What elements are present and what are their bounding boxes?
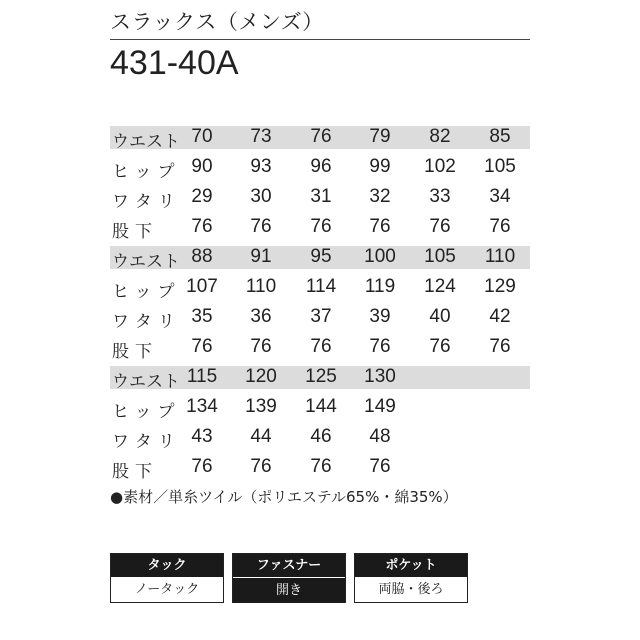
size-value: 91 <box>250 246 272 267</box>
size-value: 32 <box>369 186 391 207</box>
row-label: ワタリ <box>112 432 181 452</box>
size-value: 90 <box>191 156 213 177</box>
material-note: ●素材／単糸ツイル（ポリエステル65%・綿35%） <box>110 488 458 506</box>
size-row <box>110 186 530 216</box>
size-value: 76 <box>369 456 391 477</box>
size-value: 107 <box>186 276 218 297</box>
size-value: 124 <box>424 276 456 297</box>
size-value: 76 <box>429 216 451 237</box>
size-value: 33 <box>429 186 451 207</box>
size-row <box>110 216 530 246</box>
size-row <box>110 426 530 456</box>
size-value: 105 <box>424 246 456 267</box>
size-value: 120 <box>245 366 277 387</box>
size-value: 105 <box>484 156 516 177</box>
size-value: 34 <box>489 186 511 207</box>
size-value: 79 <box>369 126 391 147</box>
row-label: ヒップ <box>112 162 181 182</box>
size-value: 115 <box>186 366 218 387</box>
size-row <box>110 276 530 306</box>
size-value: 129 <box>484 276 516 297</box>
size-value: 119 <box>364 276 396 297</box>
size-value: 76 <box>250 456 272 477</box>
size-value: 95 <box>310 246 332 267</box>
size-value: 76 <box>250 216 272 237</box>
size-value: 76 <box>191 336 213 357</box>
spec-box <box>232 553 346 603</box>
size-value: 42 <box>489 306 511 327</box>
spec-box <box>354 553 468 603</box>
size-value: 76 <box>310 216 332 237</box>
size-value: 82 <box>429 126 451 147</box>
title-divider <box>110 39 530 40</box>
size-value: 93 <box>250 156 272 177</box>
size-row <box>110 246 530 276</box>
size-value: 76 <box>191 216 213 237</box>
spec-value: 開き <box>233 577 345 603</box>
size-value: 76 <box>489 336 511 357</box>
row-label: ウエスト <box>112 252 180 272</box>
size-row <box>110 126 530 156</box>
product-code: 431-40A <box>110 44 239 82</box>
size-value: 31 <box>310 186 332 207</box>
size-value: 29 <box>191 186 213 207</box>
size-value: 134 <box>186 396 218 417</box>
row-label: ヒップ <box>112 282 181 302</box>
size-value: 73 <box>250 126 272 147</box>
size-value: 76 <box>250 336 272 357</box>
size-value: 39 <box>369 306 391 327</box>
spec-value: 両脇・後ろ <box>378 582 444 597</box>
size-value: 76 <box>191 456 213 477</box>
size-value: 85 <box>489 126 511 147</box>
row-label: ウエスト <box>112 132 180 152</box>
size-row <box>110 396 530 426</box>
size-value: 40 <box>429 306 451 327</box>
size-table-1 <box>110 126 530 246</box>
row-label: ワタリ <box>112 192 181 212</box>
size-value: 36 <box>250 306 272 327</box>
row-label: ウエスト <box>112 372 180 392</box>
size-value: 130 <box>364 366 396 387</box>
size-row <box>110 366 530 396</box>
size-value: 30 <box>250 186 272 207</box>
spec-box <box>110 553 224 603</box>
size-value: 76 <box>310 336 332 357</box>
spec-header: ファスナー <box>233 554 345 577</box>
size-value: 100 <box>364 246 396 267</box>
size-value: 76 <box>489 216 511 237</box>
size-value: 110 <box>245 276 277 297</box>
size-row <box>110 156 530 186</box>
page-title: スラックス（メンズ） <box>110 10 324 34</box>
size-row <box>110 306 530 336</box>
size-value: 96 <box>310 156 332 177</box>
size-value: 149 <box>364 396 396 417</box>
size-value: 70 <box>191 126 213 147</box>
size-value: 76 <box>429 336 451 357</box>
spec-header: ポケット <box>355 554 467 577</box>
size-value: 114 <box>305 276 337 297</box>
size-row <box>110 456 530 486</box>
size-value: 99 <box>369 156 391 177</box>
size-value: 44 <box>250 426 272 447</box>
row-label: 股下 <box>112 222 158 242</box>
size-value: 125 <box>305 366 337 387</box>
size-value: 76 <box>369 336 391 357</box>
row-label: ヒップ <box>112 402 181 422</box>
size-value: 37 <box>310 306 332 327</box>
spec-value: ノータック <box>134 582 200 597</box>
size-table-2 <box>110 246 530 366</box>
row-label: 股下 <box>112 462 158 482</box>
size-value: 76 <box>369 216 391 237</box>
size-row <box>110 336 530 366</box>
row-label: ワタリ <box>112 312 181 332</box>
spec-header: タック <box>111 554 223 577</box>
size-value: 46 <box>310 426 332 447</box>
size-value: 88 <box>191 246 213 267</box>
size-value: 76 <box>310 126 332 147</box>
size-value: 144 <box>305 396 337 417</box>
size-value: 35 <box>191 306 213 327</box>
size-value: 48 <box>369 426 391 447</box>
size-value: 76 <box>310 456 332 477</box>
size-value: 43 <box>191 426 213 447</box>
row-label: 股下 <box>112 342 158 362</box>
size-value: 110 <box>484 246 516 267</box>
size-value: 102 <box>424 156 456 177</box>
size-value: 139 <box>245 396 277 417</box>
size-table-3 <box>110 366 530 486</box>
